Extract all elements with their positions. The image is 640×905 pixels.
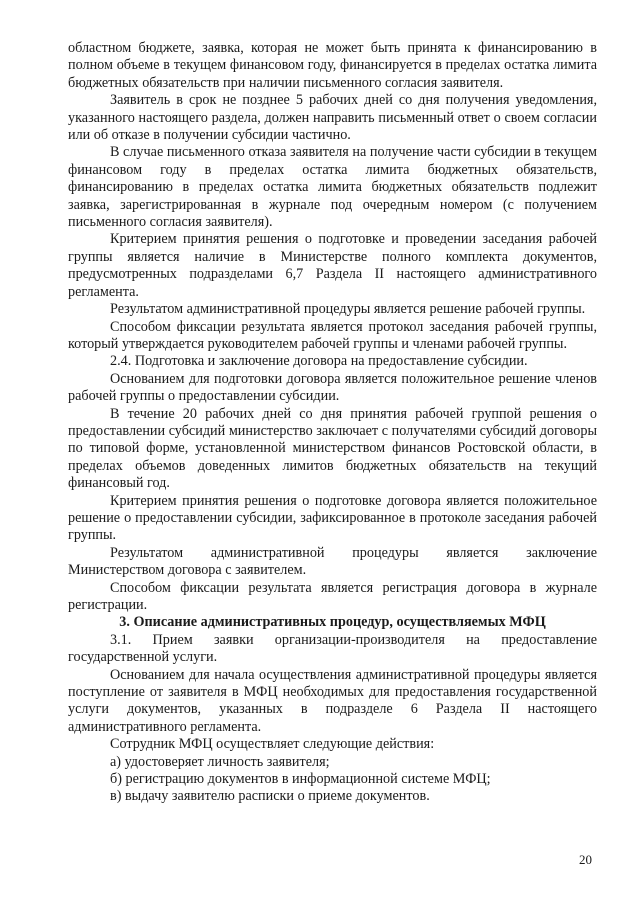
paragraph: областном бюджете, заявка, которая не может быть принята к финансированию в полном объеме в текущем финансовом году, финансируется в пределах остатка лимита бюджетных обязательств при наличии письменного согласия заявителя. [68, 40, 597, 91]
paragraph: Основанием для начала осуществления административной процедуры является поступление от заявителя в МФЦ необходимых для предоставления государственной услуги документов, указанных в подразделе 6 Раздела II настоящего административного регламента. [68, 666, 597, 735]
paragraph: Результатом административной процедуры является решение рабочей группы. [110, 301, 586, 318]
document-body [68, 40, 597, 806]
paragraph: Сотрудник МФЦ осуществляет следующие действия: [110, 736, 435, 753]
paragraph: Способом фиксации результата является протокол заседания рабочей группы, который утверждается руководителем рабочей группы и членами рабочей группы. [68, 318, 597, 352]
paragraph: 3.1. Прием заявки организации-производителя на предоставление государственной услуги. [68, 631, 597, 666]
paragraph: Критерием принятия решения о подготовке и проведении заседания рабочей группы является наличие в Министерстве полного комплекта документов, предусмотренных подразделами 6,7 Раздела II настоящего административного регламента. [68, 231, 597, 300]
list-item: в) выдачу заявителю расписки о приеме документов. [110, 788, 430, 805]
paragraph: 2.4. Подготовка и заключение договора на предоставление субсидии. [110, 353, 528, 370]
page-number: 20 [579, 852, 592, 867]
paragraph: В течение 20 рабочих дней со дня принятия рабочей группой решения о предоставлении субсидий министерство заключает с получателями субсидий договоры по типовой форме, установленной министерством финансов Ростовской области, в пределах объемов доведенных лимитов бюджетных обязательств на текущий финансовый год. [68, 405, 597, 492]
paragraph: Заявитель в срок не позднее 5 рабочих дней со дня получения уведомления, указанного настоящего раздела, должен направить письменный ответ о своем согласии или об отказе в получении субсидии частично. [68, 92, 597, 144]
paragraph: Основанием для подготовки договора является положительное решение членов рабочей группы о предоставлении субсидии. [68, 370, 597, 405]
paragraph: В случае письменного отказа заявителя на получение части субсидии в текущем финансовом году в пределах остатка лимита бюджетных обязательств, финансированию в пределах остатка лимита бюджетных обязательств подлежит заявка, зарегистрированная в журнале под очередным номером (с получением письменного согласия заявителя). [68, 144, 597, 231]
paragraph: Результатом административной процедуры является заключение Министерством договора с заявителем. [68, 544, 597, 579]
section-heading: 3. Описание административных процедур, осуществляемых МФЦ [119, 614, 546, 631]
list-item: б) регистрацию документов в информационной системе МФЦ; [110, 771, 491, 788]
paragraph: Критерием принятия решения о подготовке договора является положительное решение о предоставлении субсидии, зафиксированное в протоколе заседания рабочей группы. [68, 492, 597, 544]
paragraph: Способом фиксации результата является регистрация договора в журнале регистрации. [68, 579, 597, 613]
list-item: а) удостоверяет личность заявителя; [110, 753, 330, 770]
